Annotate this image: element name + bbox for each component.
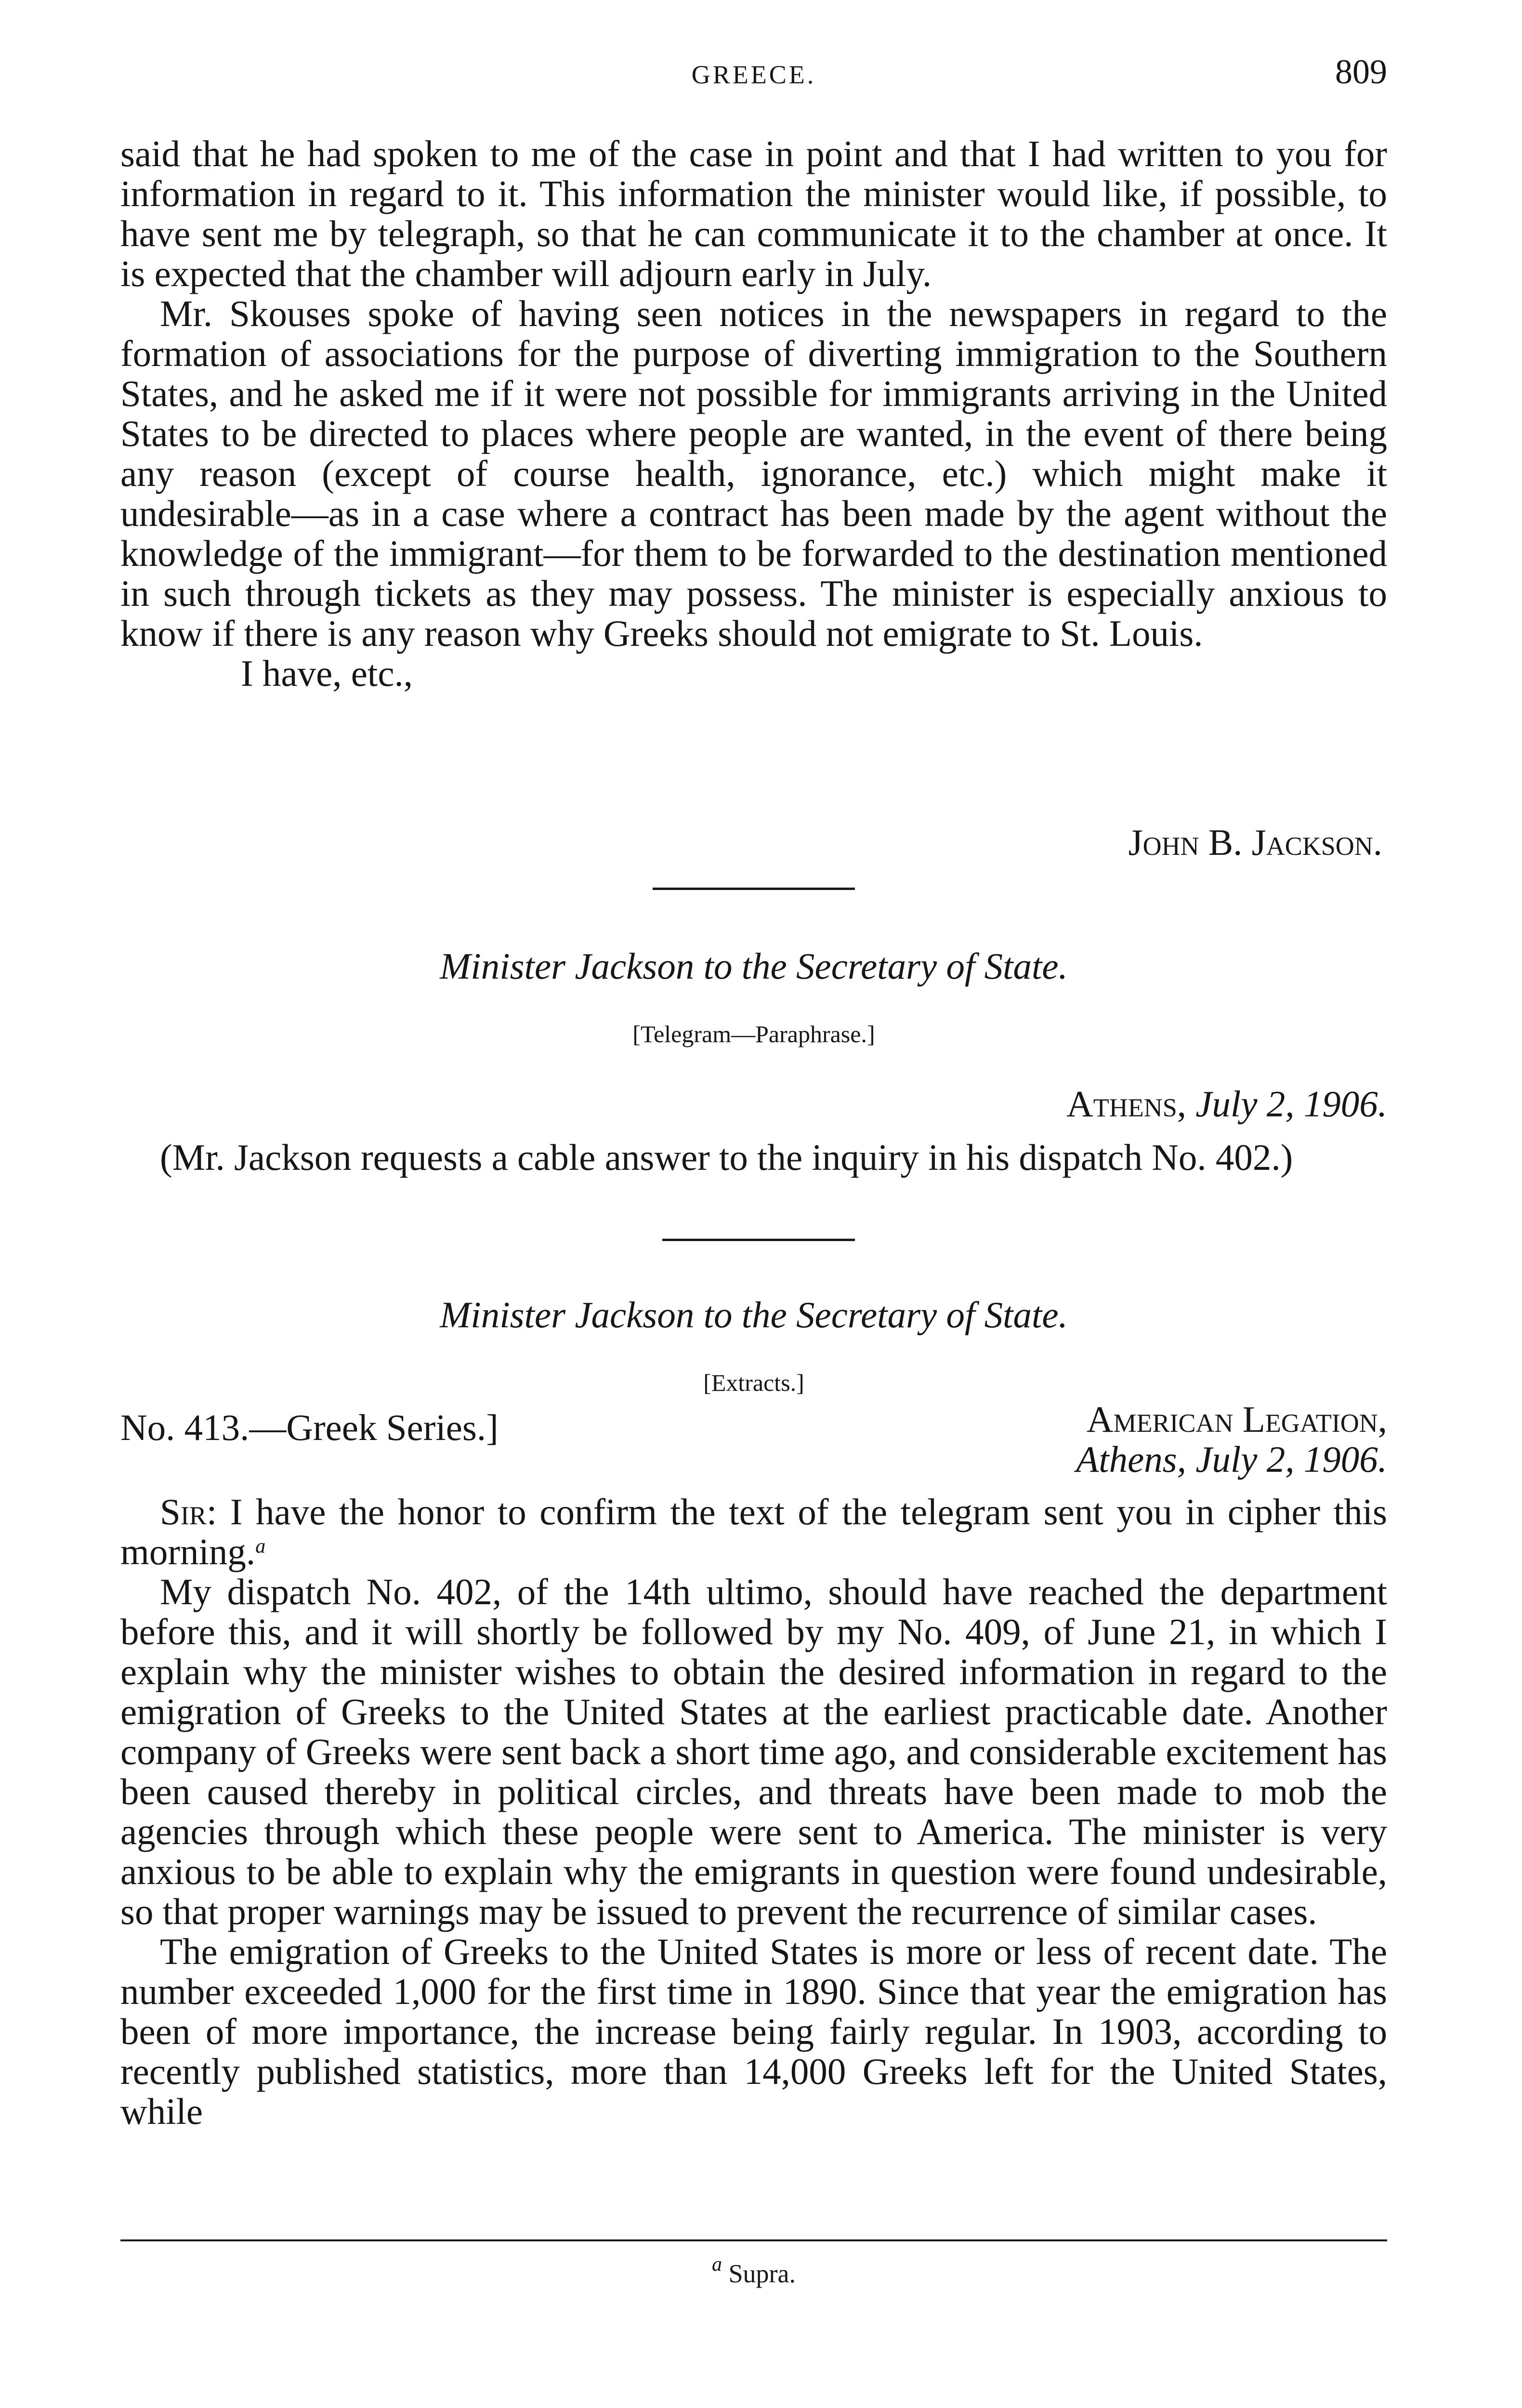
paragraph: Mr. Skouses spoke of having seen notices in the newspapers in regard to the formation of associations for the purpose of diverting immigration to the Southern States, and he asked me if it were not possible for immigrants arriving in the United States to be directed to places where people are wanted, in the event of there being any reason (except of course health, ignorance, etc.) which might make it undesirable—as in a case where a contract has been made by the agent without the knowledge of the immigrant—for them to be forwarded to the destination mentioned in such through tickets as they may possess. The minister is especially anxious to know if there is any reason why Greeks should not emigrate to St. Louis.: [120, 293, 1387, 654]
signature: John B. Jackson.: [1128, 822, 1382, 863]
page-number: 809: [1335, 52, 1387, 91]
extracts-note: [Extracts.]: [703, 1369, 804, 1396]
dispatch-body: [120, 1492, 1387, 2132]
paragraph-text: I have the honor to confirm the text of the telegram sent you in cipher this morning.: [120, 1491, 1388, 1572]
footnote-marker: a: [255, 1535, 266, 1557]
running-title: GREECE.: [691, 60, 816, 89]
document-heading: Minister Jackson to the Secretary of State.: [440, 1294, 1068, 1335]
footnote: [120, 2253, 1387, 2289]
legation-place-date: Athens, July 2, 1906.: [1076, 1439, 1387, 1480]
legation-name: American Legation,: [1086, 1399, 1387, 1440]
dispatch-series: No. 413.—Greek Series.]: [120, 1407, 499, 1448]
paragraph: [120, 1492, 1387, 1572]
telegram-note: [Telegram—Paraphrase.]: [632, 1021, 875, 1047]
section-divider: [653, 888, 855, 890]
telegram-body: [120, 1138, 1387, 1178]
section-divider: [662, 1239, 855, 1241]
running-head: [120, 52, 1387, 95]
paragraph: (Mr. Jackson requests a cable answer to the inquiry in his dispatch No. 402.): [160, 1137, 1293, 1178]
footnote-rule: [120, 2239, 1387, 2241]
closing: I have, etc.,: [241, 653, 413, 694]
dateline: [1066, 1083, 1387, 1125]
footnote-mark: a: [712, 2253, 722, 2276]
document-heading: Minister Jackson to the Secretary of State.: [440, 945, 1068, 987]
letter-continuation: [120, 134, 1387, 694]
paragraph: My dispatch No. 402, of the 14th ultimo, should have reached the department before this, and it will shortly be followed by my No. 409, of June 21, in which I explain why the minister wishes to obtain the desired information in regard to the emigration of Greeks to the United States at the earliest practicable date. Another company of Greeks were sent back a short time ago, and considerable excitement has been caused thereby in political circles, and threats have been made to mob the agencies through which these people were sent to America. The minister is very anxious to be able to explain why the emigrants in question were found undesirable, so that proper warnings may be issued to prevent the recurrence of similar cases.: [120, 1571, 1387, 1932]
paragraph: The emigration of Greeks to the United States is more or less of recent date. The number exceeded 1,000 for the first time in 1890. Since that year the emigration has been of more importance, the increase being fairly regular. In 1903, according to recently published statistics, more than 14,000 Greeks left for the United States, while: [120, 1931, 1387, 2132]
dateline-date: July 2, 1906.: [1195, 1083, 1387, 1125]
dateline-place: Athens,: [1066, 1083, 1186, 1125]
salutation: Sir:: [160, 1491, 217, 1532]
footnote-text: Supra.: [728, 2259, 796, 2288]
legation-address: [1076, 1400, 1387, 1479]
paragraph: said that he had spoken to me of the case in point and that I had written to you for information in regard to it. This information the minister would like, if possible, to have sent me by telegraph, so that he can communicate it to the chamber at once. It is expected that the chamber will adjourn early in July.: [120, 133, 1387, 294]
